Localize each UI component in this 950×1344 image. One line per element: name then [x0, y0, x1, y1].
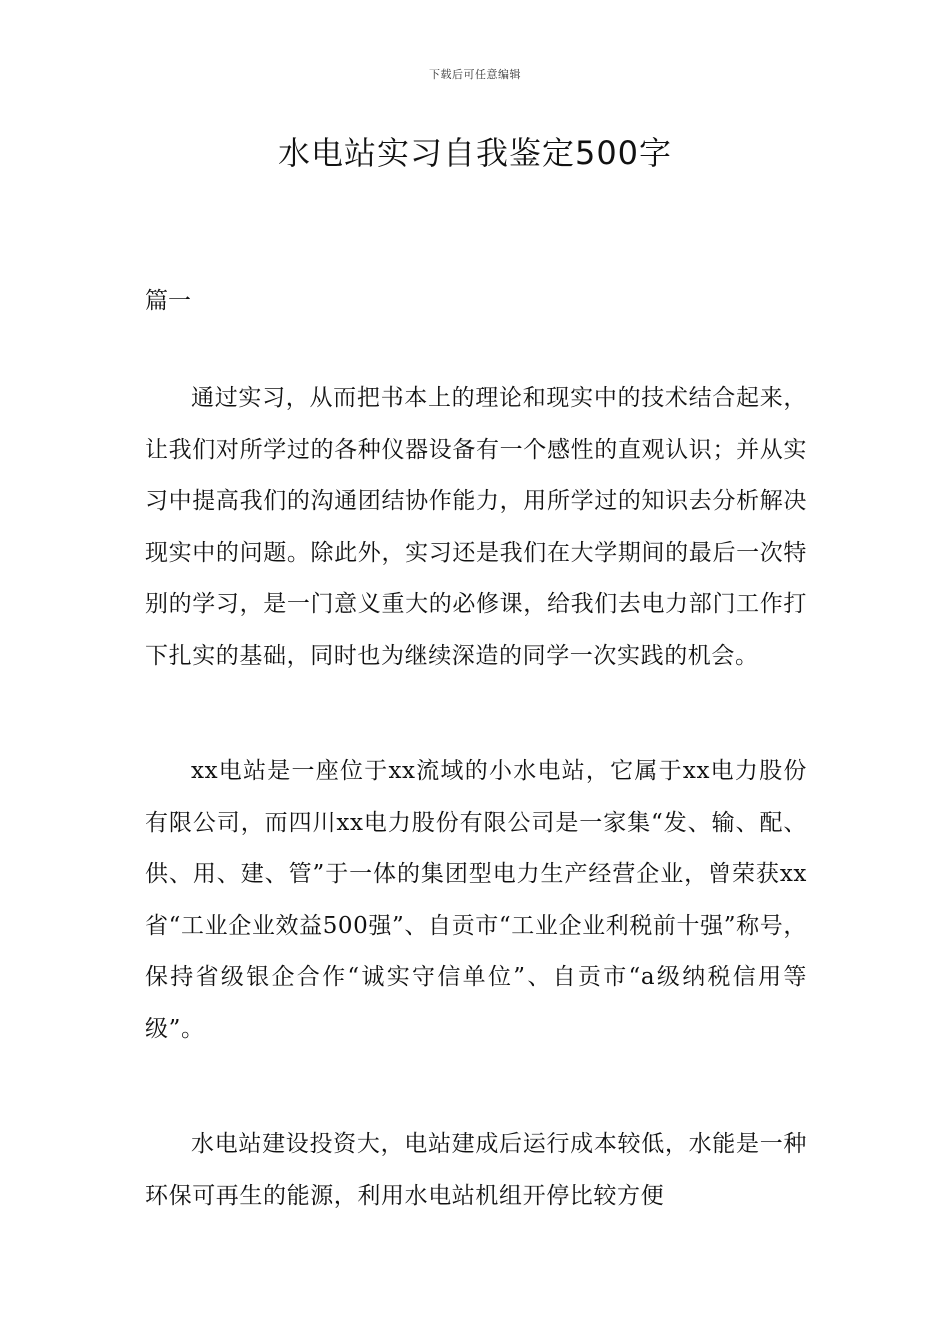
document-body	[145, 373, 807, 1286]
paragraph: 通过实习，从而把书本上的理论和现实中的技术结合起来，让我们对所学过的各种仪器设备有一个感性的直观认识；并从实习中提高我们的沟通团结协作能力，用所学过的知识去分析解决现实中的问题。除此外，实习还是我们在大学期间的最后一次特别的学习，是一门意义重大的必修课，给我们去电力部门工作打下扎实的基础，同时也为继续深造的同学一次实践的机会。	[145, 385, 807, 669]
document-title: 水电站实习自我鉴定500字	[277, 134, 673, 172]
paragraph: xx电站是一座位于xx流域的小水电站，它属于xx电力股份有限公司，而四川xx电力股份有限公司是一家集“发、输、配、供、用、建、管”于一体的集团型电力生产经营企业，曾荣获xx省“工业企业效益500强”、自贡市“工业企业利税前十强”称号，保持省级银企合作“诚实守信单位”、自贡市“a级纳税信用等级”。	[145, 758, 807, 1042]
section-heading: 篇一	[145, 288, 191, 314]
header-note: 下载后可任意编辑	[429, 68, 521, 81]
paragraph: 水电站建设投资大，电站建成后运行成本较低，水能是一种环保可再生的能源，利用水电站机组开停比较方便	[145, 1131, 807, 1209]
